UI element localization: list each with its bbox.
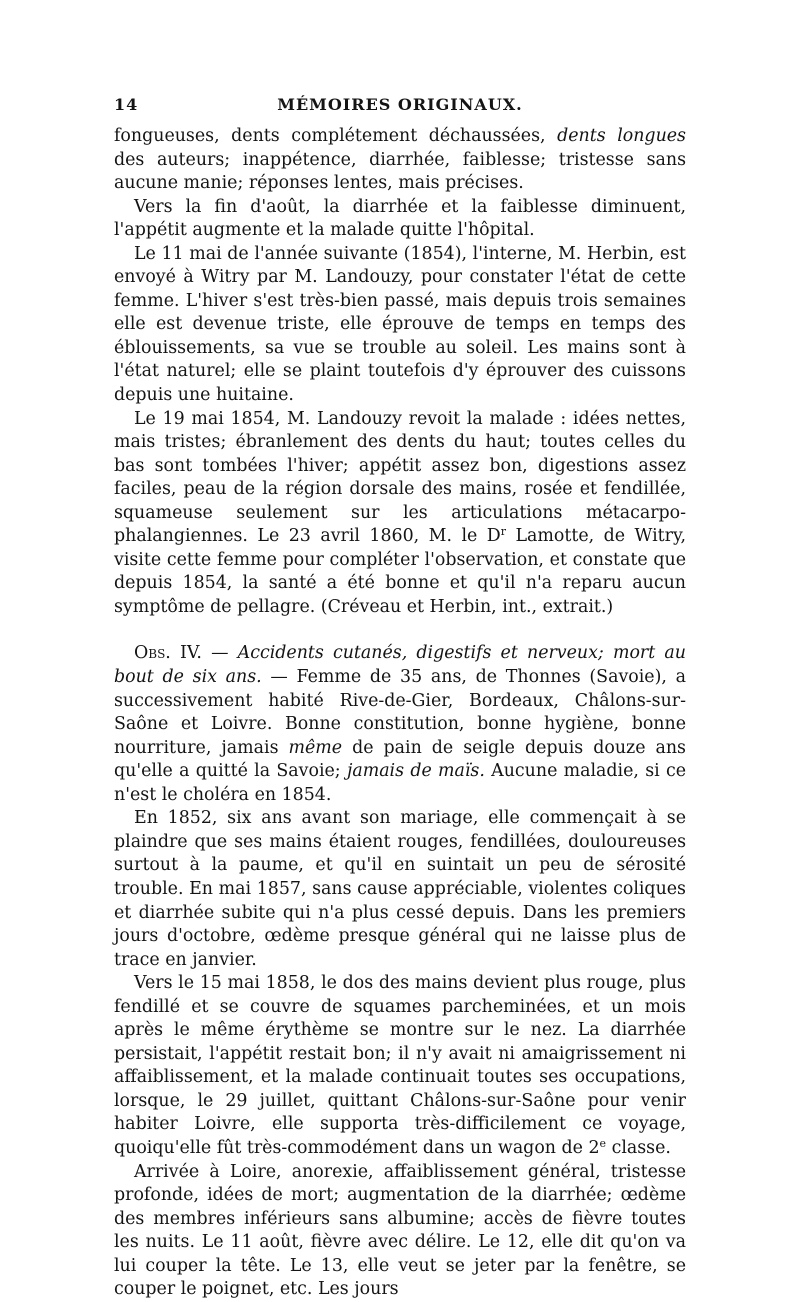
paragraph-text: Femme de 35 ans, de Thonnes (Savoie), a successivement habité Rive-de-Gier, Bordeaux, Châlons-sur-Saône et Loivre. Bonne constitution, bonne hygiène, bonne nourriture, jamais [114,667,686,758]
book-page [114,95,686,1302]
paragraph: Arrivée à Loire, anorexie, affaiblissement général, tristesse profonde, idées de mort; augmentation de la diarrhée; œdème des membres inférieurs sans albumine; accès de fièvre toutes les nuits. Le 11 août, fièvre avec délire. Le 12, elle dit qu'on va lui couper la tête. Le 13, elle veut se jeter par la fenêtre, se couper le poignet, etc. Les jours [114,1161,686,1300]
page-number: 14 [114,95,139,114]
paragraph-continuation [114,125,686,196]
paragraph-text: Le 19 mai 1854, M. Landouzy revoit la malade : idées nettes, mais tristes; ébranlement des dents du haut; toutes celles du bas sont tombées l'hiver; appétit assez bon, digestions assez faciles, peau de la région dorsale des mains, rosée et fendillée, squameuse seulement sur les articulations métacarpo-phalangiennes. Le 23 avril 1860, M. le D [114,408,686,547]
paragraph-text: classe. [606,1137,671,1158]
paragraph-text: Aucune maladie, si ce n'est le choléra en 1854. [114,761,686,805]
paragraph: Vers la fin d'août, la diarrhée et la faiblesse diminuent, l'appétit augmente et la malade quitte l'hôpital. [114,196,686,241]
dash: — [201,643,238,664]
observation-label: Obs. IV. [134,643,202,664]
paragraph-text: Vers le 15 mai 1858, le dos des mains devient plus rouge, plus fendillé et se couvre de squames parcheminées, et un mois après le même érythème se montre sur le nez. La diarrhée persistait, l'appétit restait bon; il n'y avait ni amaigrissement ni affaiblissement, et la malade continuait toutes ses occupations, lorsque, le 29 juillet, quittant Châlons-sur-Saône pour venir habiter Loivre, elle supporta très-difficilement ce voyage, quoiqu'elle fût très-commodément dans un wagon de 2 [114,973,686,1158]
italic-phrase: jamais de maïs. [346,761,485,782]
running-head [114,95,686,125]
italic-phrase: dents longues [557,126,686,146]
paragraph-text: fongueuses, dents complétement déchaussées, [114,126,558,146]
paragraph: Le 11 mai de l'année suivante (1854), l'interne, M. Herbin, est envoyé à Witry par M. Landouzy, pour constater l'état de cette femme. L'hiver s'est très-bien passé, mais depuis trois semaines elle est devenue triste, elle éprouve de temps en temps des éblouissements, sa vue se trouble au soleil. Les mains sont à l'état naturel; elle se plaint toutefois d'y éprouver des cuissons depuis une huitaine. [114,243,686,406]
paragraph: En 1852, six ans avant son mariage, elle commençait à se plaindre que ses mains étaient rouges, fendillées, douloureuses surtout à la paume, et qu'il en suintait un peu de sérosité trouble. En mai 1857, sans cause appréciable, violentes coliques et diarrhée subite qui n'a plus cessé depuis. Dans les premiers jours d'octobre, œdème presque général qui ne laisse plus de trace en janvier. [114,808,686,970]
paragraph [114,972,686,1160]
paragraph-text: des auteurs; inappétence, diarrhée, faiblesse; tristesse sans aucune manie; réponses lentes, mais précises. [114,149,686,194]
observation-title: Accidents cutanés, digestifs et nerveux; mort au bout de six ans. [114,643,686,688]
paragraph [114,408,686,620]
running-title: MÉMOIRES ORIGINAUX. [277,95,523,114]
dash: — [261,667,297,688]
observation-heading-paragraph [114,642,686,807]
italic-word: même [288,737,343,758]
paragraph-text: Lamotte, de Witry, visite cette femme pour compléter l'observation, et constate que depuis 1854, la santé a été bonne et qu'il n'a reparu aucun symptôme de pellagre. (Créveau et Herbin, int., extrait.) [114,526,686,617]
superscript: r [500,525,507,539]
superscript: e [599,1136,607,1150]
paragraph-text: de pain de seigle depuis douze ans qu'elle a quitté la Savoie; [114,737,686,782]
section-spacer [114,619,686,642]
